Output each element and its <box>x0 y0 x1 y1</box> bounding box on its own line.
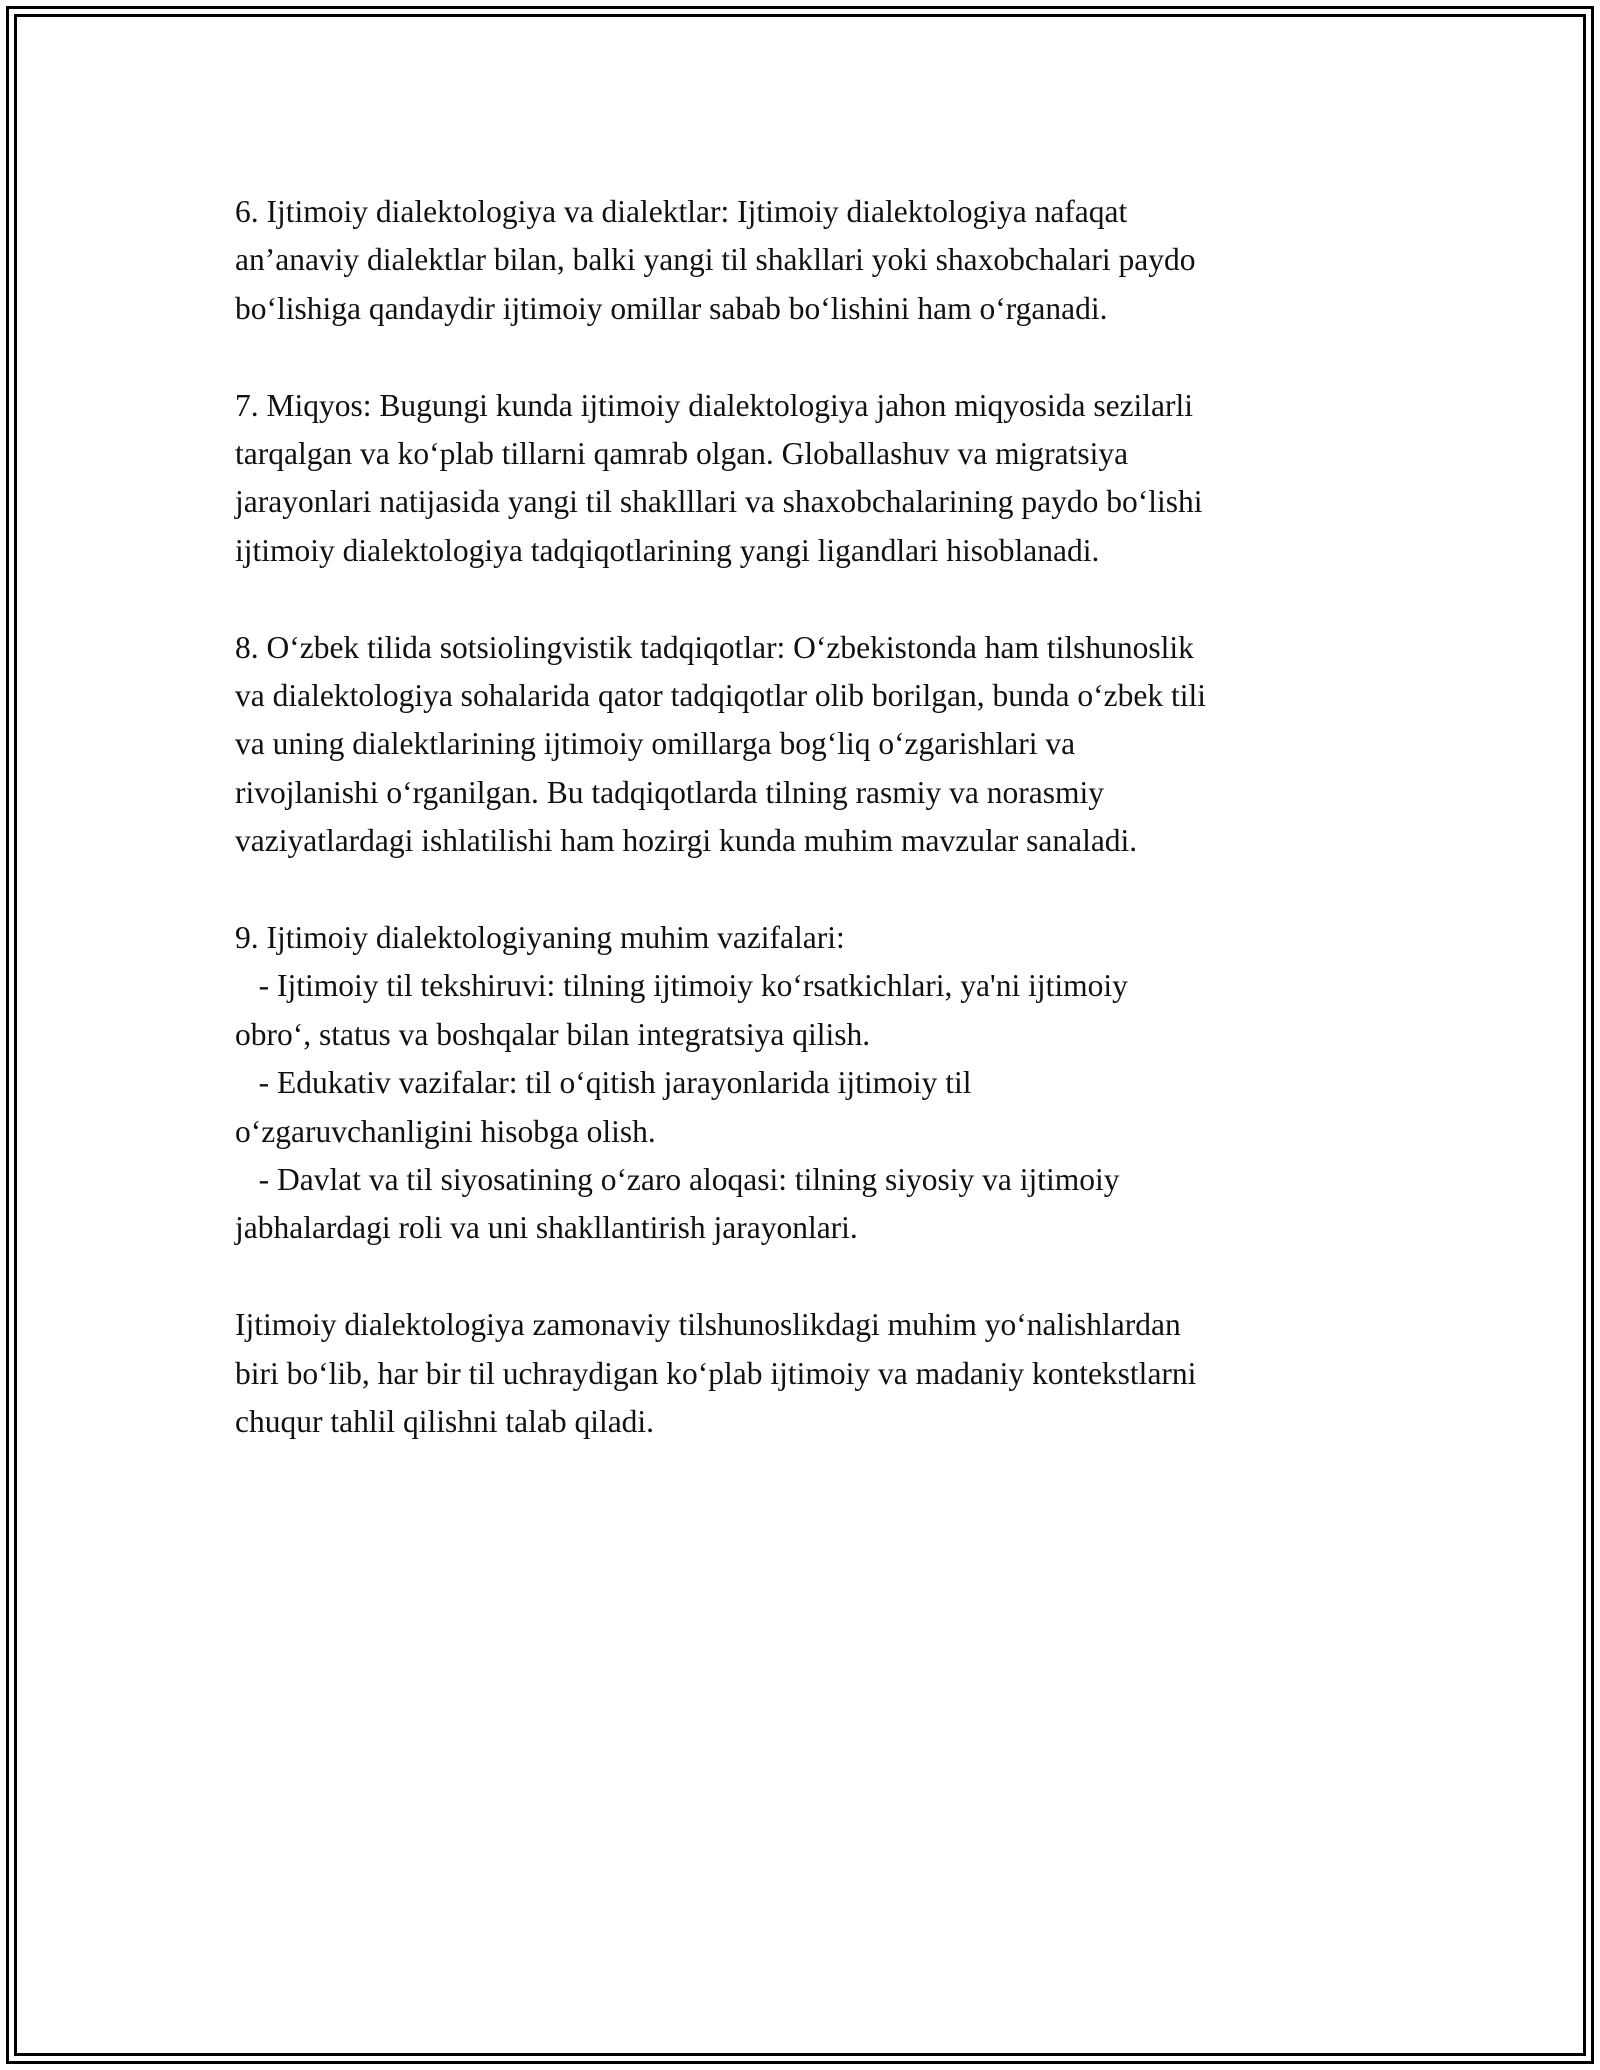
paragraph-uzbek-sociolinguistic-research <box>235 624 1375 866</box>
text-line: tarqalgan va ko‘plab tillarni qamrab olgan. Globallashuv va migratsiya <box>235 436 1129 472</box>
text-line: va uning dialektlarining ijtimoiy omillarga bog‘liq o‘zgarishlari va <box>235 726 1076 762</box>
text-line: - Davlat va til siyosatining o‘zaro aloqasi: tilning siyosiy va ijtimoiy <box>235 1162 1120 1198</box>
text-line: 9. Ijtimoiy dialektologiyaning muhim vazifalari: <box>235 920 845 956</box>
text-line: biri bo‘lib, har bir til uchraydigan ko‘plab ijtimoiy va madaniy kontekstlarni <box>235 1355 1197 1391</box>
paragraph-scale <box>235 382 1375 576</box>
document-body <box>235 188 1375 1495</box>
text-line: jabhalardagi roli va uni shakllantirish jarayonlari. <box>235 1210 858 1246</box>
text-line: rivojlanishi o‘rganilgan. Bu tadqiqotlarda tilning rasmiy va norasmiy <box>235 774 1105 810</box>
text-line: 7. Miqyos: Bugungi kunda ijtimoiy dialektologiya jahon miqyosida sezilarli <box>235 387 1194 423</box>
text-line: va dialektologiya sohalarida qator tadqiqotlar olib borilgan, bunda o‘zbek tili <box>235 678 1206 714</box>
text-line: - Edukativ vazifalar: til o‘qitish jarayonlarida ijtimoiy til <box>235 1065 972 1101</box>
text-line: jarayonlari natijasida yangi til shaklllari va shaxobchalarining paydo bo‘lishi <box>235 484 1203 520</box>
paragraph-conclusion <box>235 1301 1375 1446</box>
text-line: ijtimoiy dialektologiya tadqiqotlarining yangi ligandlari hisoblanadi. <box>235 532 1100 568</box>
paragraph-social-dialectology-and-dialects <box>235 188 1375 333</box>
text-line: 6. Ijtimoiy dialektologiya va dialektlar: Ijtimoiy dialektologiya nafaqat <box>235 194 1128 229</box>
text-line: 8. O‘zbek tilida sotsiolingvistik tadqiqotlar: O‘zbekistonda ham tilshunoslik <box>235 629 1194 665</box>
text-line: o‘zgaruvchanligini hisobga olish. <box>235 1113 656 1149</box>
text-line: bo‘lishiga qandaydir ijtimoiy omillar sabab bo‘lishini ham o‘rganadi. <box>235 290 1108 326</box>
text-line: vaziyatlardagi ishlatilishi ham hozirgi kunda muhim mavzular sanaladi. <box>235 823 1138 859</box>
text-line: obro‘, status va boshqalar bilan integratsiya qilish. <box>235 1016 871 1052</box>
text-line: an’anaviy dialektlar bilan, balki yangi til shakllari yoki shaxobchalari paydo <box>235 242 1196 278</box>
text-line: - Ijtimoiy til tekshiruvi: tilning ijtimoiy ko‘rsatkichlari, ya'ni ijtimoiy <box>235 968 1128 1004</box>
text-line: chuqur tahlil qilishni talab qiladi. <box>235 1404 655 1440</box>
paragraph-important-tasks <box>235 914 1375 1253</box>
text-line: Ijtimoiy dialektologiya zamonaviy tilshunoslikdagi muhim yo‘nalishlardan <box>235 1307 1181 1343</box>
